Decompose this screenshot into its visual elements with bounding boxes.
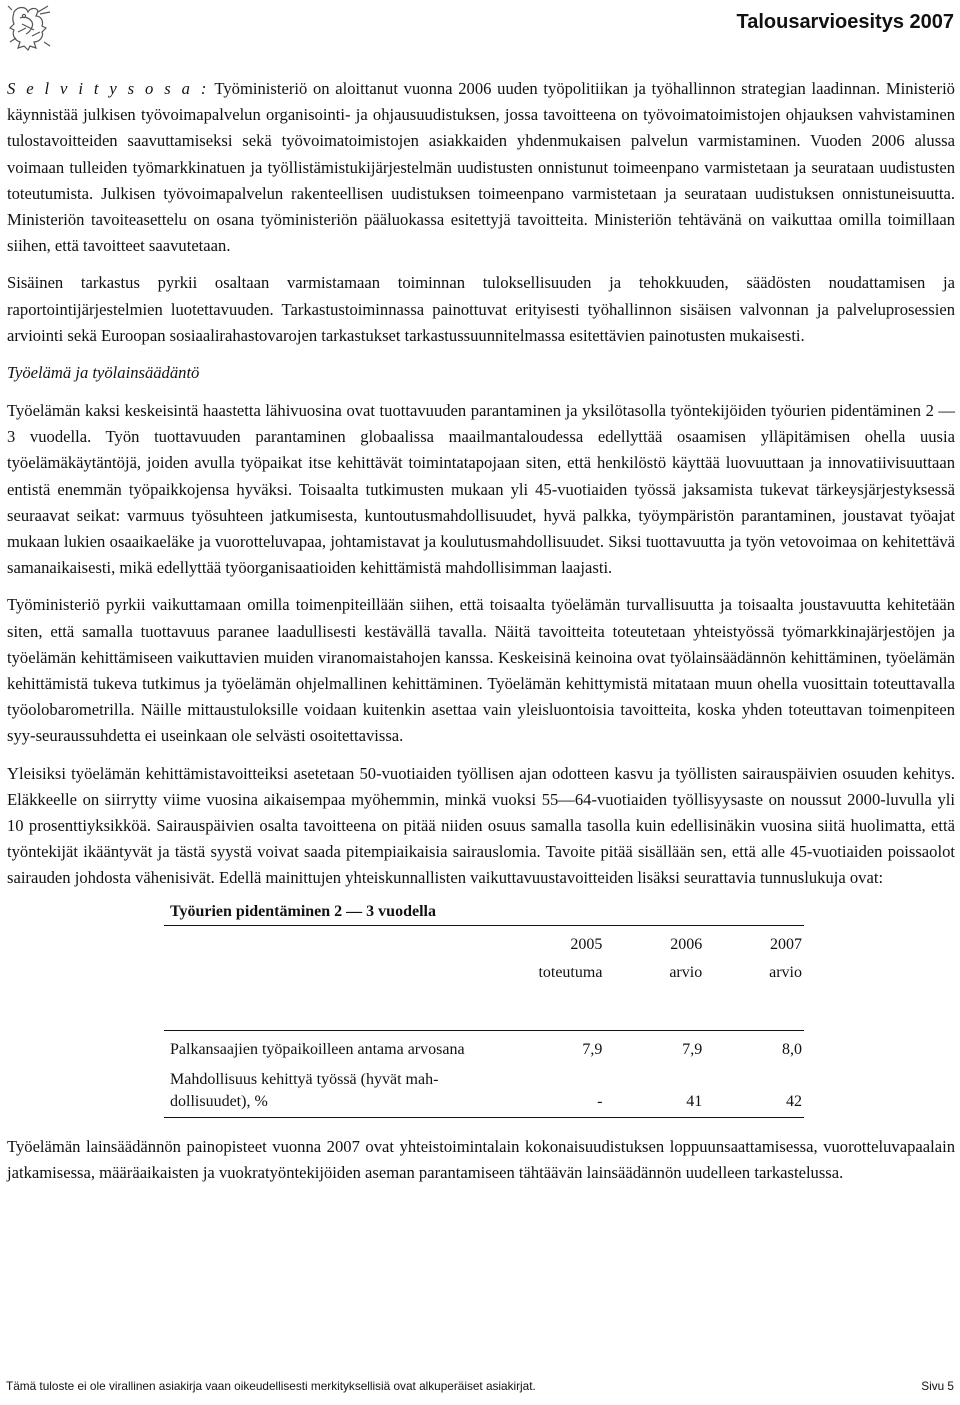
intro-text: Työministeriö on aloittanut vuonna 2006 uuden työpolitiikan ja työhallinnon strategian laadinnan. Ministeriö käynnistää julkisen työvoimapalvelun organisointi- ja ohjausuudistuksen, jossa tavoitteena on työvoimatoimistojen ohjauksen vahvistaminen tulostavoitteiden saavuttamiseksi sekä työvoimatoimistojen asiakkaiden yhdenmukaisen palvelun varmistaminen. Vuoden 2006 alussa voimaan tulleiden työmarkkinatuen ja työllistämistukijärjestelmän uudistusten onnistunut toimeenpano varmistetaan ja seurataan uudistusten toteutumista. Julkisen työvoimapalvelun rakenteellisen uudistuksen toimeenpano varmistetaan ja seurataan uudistuksen onnistuneisuutta. Ministeriön tavoiteasettelu on osana työministeriön pääluokassa esitettyjä tavoitteita. Ministeriön tehtävänä on vaikuttaa omilla toimillaan siihen, että tavoitteet saavutetaan. [7,79,955,256]
table-header-kind: arvio [769,963,802,981]
table-cell: - [505,1063,605,1118]
table-header-rule [164,986,804,1031]
table-header-blank [164,925,505,958]
working-life-paragraph-1: Työelämän kaksi keskeisintä haastetta lähivuosina ovat tuottavuuden parantaminen ja yksilötasolla työntekijöiden työurien pidentäminen 2 — 3 vuodella. Työn tuottavuuden parantaminen globaalissa maailmantaloudessa edellyttää osaamisen ylläpitämisen ohella uusia työelämäkäytäntöjä, joiden avulla työpaikat itse kehittävät toimintatapojaan siten, että henkilöstö käyttää luovuuttaan ja innovatiivisuuttaan entistä enemmän työpaikkojensa hyväksi. Toisaalta tutkimusten mukaan yli 45-vuotiaiden työssä jaksamista tukevat tärkeysjärjestyksessä seuraavat seikat: varmuus työsuhteen jatkumisesta, kuntoutusmahdollisuudet, hyvä palkka, työympäristön parantaminen, joustavat työajat mukaan lukien osaaikaeläke ja vuorotteluvapaa, johtamistavat ja koulutusmahdollisuudet. Siksi tuottavuutta ja työn vetovoimaa on kehitettävä samanaikaisesti, mikä edellyttää työorganisaatioiden kehittämistä mahdollisimman laajasti. [7,401,955,578]
table-row-label: Palkansaajien työpaikoilleen antama arvosana [170,1040,465,1058]
table-header-year: 2005 [505,925,605,958]
document-title: Talousarvioesitys 2007 [736,11,954,33]
page-footer [6,1379,954,1399]
table-cell: 8,0 [782,1040,802,1058]
table-row-label: Mahdollisuus kehittyä työssä (hyvät mahdollisuudet), % [164,1063,505,1118]
table-cell: 7,9 [682,1040,703,1058]
table-row [164,1030,804,1063]
section-label: S e l v i t y s o s a : [7,79,209,98]
document-body [7,76,955,1197]
finnish-lion-crest-icon [4,2,54,54]
closing-paragraph: Työelämän lainsäädännön painopisteet vuonna 2007 ovat yhteistoimintalain kokonaisuudistuksen loppuunsaattamisessa, vuorotteluvapaalain jatkamisessa, määräaikaisten ja vuokratyöntekijöiden aseman parantamiseen tähtäävän lainsäädännön uudelleen tarkastelussa. [7,1136,955,1182]
table-cell: 41 [604,1063,704,1118]
indicator-table [164,903,804,1118]
page-header [0,0,960,62]
table-row [164,1063,804,1118]
internal-audit-paragraph: Sisäinen tarkastus pyrkii osaltaan varmistamaan toiminnan tuloksellisuuden ja tehokkuuden, säädösten noudattamisen ja raportointijärjestelmien luotettavuuden. Tarkastustoiminnassa painottuvat erityisesti työhallinnon sisäisen valvonnan ja palveluprosessien arviointi sekä Euroopan sosiaalirahastovarojen tarkastukset tarkastussuunnitelmassa esitettävien painotusten mukaisesti. [7,273,955,345]
footer-disclaimer: Tämä tuloste ei ole virallinen asiakirja vaan oikeudellisesti merkityksellisiä ovat alkuperäiset asiakirjat. [6,1379,536,1393]
page-number: Sivu 5 [921,1379,954,1393]
table-header-kind: arvio [669,963,703,981]
table-cell: 7,9 [582,1040,603,1058]
table-header-kind: toteutuma [538,963,603,981]
table-header-year: 2007 [704,925,804,958]
table-header-row-years [164,925,804,958]
table-header-year: 2006 [604,925,704,958]
working-life-paragraph-3: Yleisiksi työelämän kehittämistavoitteiksi asetetaan 50-vuotiaiden työllisen ajan odotteen kasvu ja työllisten sairauspäivien osuuden kehitys. Eläkkeelle on siirrytty viime vuosina aikaisempaa myöhemmin, minkä vuoksi 55—64-vuotiaiden työllisyysaste on noussut 2000-luvulla yli 10 prosenttiyksikköä. Sairauspäivien osalta tavoitteena on pitää niiden osuus samalla tasolla kuin edellisinäkin vuosina siitä huolimatta, että työntekijät ikääntyvät ja tästä syystä voivat saada pitempiaikaisia sairauslomia. Tavoite pitää sisällään sen, että alle 45-vuotiaiden poissaolot sairauden johdosta vähenisivät. Edellä mainittujen yhteiskunnallisten vaikuttavuustavoitteiden lisäksi seurattavia tunnuslukuja ovat: [7,763,955,888]
intro-paragraph [7,76,955,259]
section-heading: Työelämä ja työlainsäädäntö [7,363,200,383]
working-life-paragraph-2: Työministeriö pyrkii vaikuttamaan omilla toimenpiteillään siihen, että toisaalta työelämän turvallisuutta ja toisaalta joustavuutta kehitetään siten, että samalla tuottavuus paranee laadullisesti kestävällä tavalla. Näitä tavoitteita toteutetaan yhteistyössä työmarkkinajärjestöjen ja työelämän kehittämiseen vaikuttavien muiden viranomaistahojen kanssa. Keskeisinä keinoina ovat työlainsäädännön kehittäminen, työelämän kehittämistä tukeva tutkimus ja työelämän ohjelmallinen kehittäminen. Työelämän kehittymistä mitataan muun ohella vuosittain toteuttavalla työolobarometrilla. Näille mittaustuloksille voidaan kuitenkin asettaa vain yleisluontoisia tavoitteita, koska yhden toteuttavan toimenpiteen syy-seuraussuhdetta ei useinkaan ole selvästi osoitettavissa. [7,595,955,746]
table-title: Työurien pidentäminen 2 — 3 vuodella [170,902,436,920]
table-cell: 42 [704,1063,804,1118]
table-header-row-kinds [164,958,804,986]
